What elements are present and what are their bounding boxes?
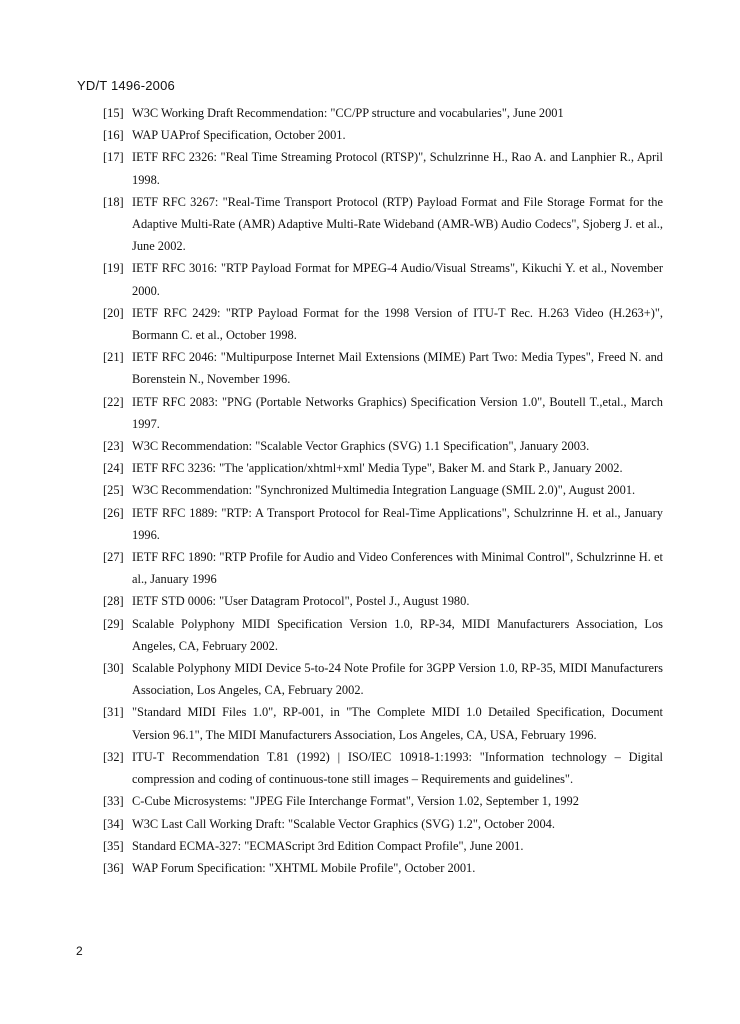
reference-item	[103, 191, 663, 258]
reference-text: W3C Working Draft Recommendation: "CC/PP structure and vocabularies", June 2001	[132, 106, 564, 120]
reference-number: [21]	[103, 350, 124, 365]
reference-number: [27]	[103, 550, 124, 565]
reference-number: [20]	[103, 305, 124, 320]
reference-number: [35]	[103, 838, 124, 853]
reference-number: [15]	[103, 106, 124, 120]
reference-number: [28]	[103, 594, 124, 609]
reference-item	[103, 502, 663, 546]
reference-number: [36]	[103, 860, 124, 875]
reference-number: [34]	[103, 816, 124, 831]
reference-item	[103, 257, 663, 301]
reference-number: [29]	[103, 616, 124, 631]
reference-number: [26]	[103, 505, 124, 520]
reference-item	[103, 479, 663, 501]
reference-item	[103, 835, 663, 857]
reference-text: IETF RFC 2429: "RTP Payload Format for the 1998 Version of ITU-T Rec. H.263 Video (H.263+)", Bormann C. et al., October 1998.	[132, 305, 663, 343]
reference-text: WAP UAProf Specification, October 2001.	[132, 128, 346, 143]
reference-number: [19]	[103, 261, 124, 276]
reference-item	[103, 457, 663, 479]
reference-list	[103, 102, 663, 879]
reference-number: [25]	[103, 483, 124, 498]
reference-text: IETF RFC 2326: "Real Time Streaming Protocol (RTSP)", Schulzrinne H., Rao A. and Lanphier R., April 1998.	[132, 150, 663, 187]
reference-item	[103, 435, 663, 457]
reference-item	[103, 124, 663, 146]
reference-item	[103, 546, 663, 590]
reference-number: [16]	[103, 128, 124, 143]
reference-text: IETF RFC 3016: "RTP Payload Format for MPEG-4 Audio/Visual Streams", Kikuchi Y. et al., November 2000.	[132, 261, 663, 298]
reference-text: IETF STD 0006: "User Datagram Protocol", Postel J., August 1980.	[132, 594, 470, 609]
reference-item	[103, 657, 663, 701]
page-number: 2	[76, 944, 83, 958]
reference-text: WAP Forum Specification: "XHTML Mobile Profile", October 2001.	[132, 860, 476, 875]
reference-number: [30]	[103, 661, 124, 676]
reference-text: C-Cube Microsystems: "JPEG File Interchange Format", Version 1.02, September 1, 1992	[132, 794, 579, 809]
reference-item	[103, 102, 663, 124]
reference-text: ITU-T Recommendation T.81 (1992) | ISO/IEC 10918-1:1993: "Information technology – Digital compression and coding of continuous-tone still images – Requirements and guidelines".	[132, 749, 663, 787]
reference-item	[103, 701, 663, 745]
reference-number: [17]	[103, 150, 124, 165]
reference-text: IETF RFC 1890: "RTP Profile for Audio and Video Conferences with Minimal Control", Schulzrinne H. et al., January 1996	[132, 550, 663, 587]
reference-number: [23]	[103, 439, 124, 454]
reference-number: [31]	[103, 705, 124, 720]
reference-item	[103, 813, 663, 835]
reference-text: W3C Recommendation: "Scalable Vector Graphics (SVG) 1.1 Specification", January 2003.	[132, 439, 590, 454]
document-header: YD/T 1496-2006	[77, 78, 175, 93]
reference-text: IETF RFC 1889: "RTP: A Transport Protocol for Real-Time Applications", Schulzrinne H. et al., January 1996.	[132, 505, 663, 542]
reference-item	[103, 302, 663, 346]
reference-item	[103, 746, 663, 790]
reference-number: [22]	[103, 394, 124, 409]
reference-text: W3C Recommendation: "Synchronized Multimedia Integration Language (SMIL 2.0)", August 2001.	[132, 483, 636, 498]
reference-number: [18]	[103, 194, 124, 209]
reference-text: IETF RFC 3236: "The 'application/xhtml+xml' Media Type", Baker M. and Stark P., January 2002.	[132, 461, 623, 476]
reference-text: IETF RFC 3267: "Real-Time Transport Protocol (RTP) Payload Format and File Storage Format for the Adaptive Multi-Rate (AMR) Adaptive Multi-Rate Wideband (AMR-WB) Audio Codecs", Sjoberg J. et al., June 2002.	[132, 194, 663, 254]
reference-text: Scalable Polyphony MIDI Specification Version 1.0, RP-34, MIDI Manufacturers Association, Los Angeles, CA, February 2002.	[132, 616, 663, 653]
reference-number: [24]	[103, 461, 124, 476]
reference-text: Standard ECMA-327: "ECMAScript 3rd Edition Compact Profile", June 2001.	[132, 838, 524, 853]
reference-text: W3C Last Call Working Draft: "Scalable Vector Graphics (SVG) 1.2", October 2004.	[132, 816, 555, 831]
reference-item	[103, 346, 663, 390]
reference-text: "Standard MIDI Files 1.0", RP-001, in "The Complete MIDI 1.0 Detailed Specification, Document Version 96.1", The MIDI Manufacturers Association, Los Angeles, CA, USA, February 1996.	[132, 705, 663, 742]
reference-text: IETF RFC 2046: "Multipurpose Internet Mail Extensions (MIME) Part Two: Media Types", Freed N. and Borenstein N., November 1996.	[132, 350, 663, 387]
reference-item	[103, 790, 663, 812]
reference-item	[103, 590, 663, 612]
reference-text: IETF RFC 2083: "PNG (Portable Networks Graphics) Specification Version 1.0", Boutell T.,etal., March 1997.	[132, 394, 663, 431]
reference-number: [33]	[103, 794, 124, 809]
reference-item	[103, 146, 663, 190]
reference-text: Scalable Polyphony MIDI Device 5-to-24 Note Profile for 3GPP Version 1.0, RP-35, MIDI Manufacturers Association, Los Angeles, CA, February 2002.	[132, 661, 663, 698]
reference-item	[103, 857, 663, 879]
reference-number: [32]	[103, 749, 124, 764]
reference-item	[103, 613, 663, 657]
reference-item	[103, 391, 663, 435]
